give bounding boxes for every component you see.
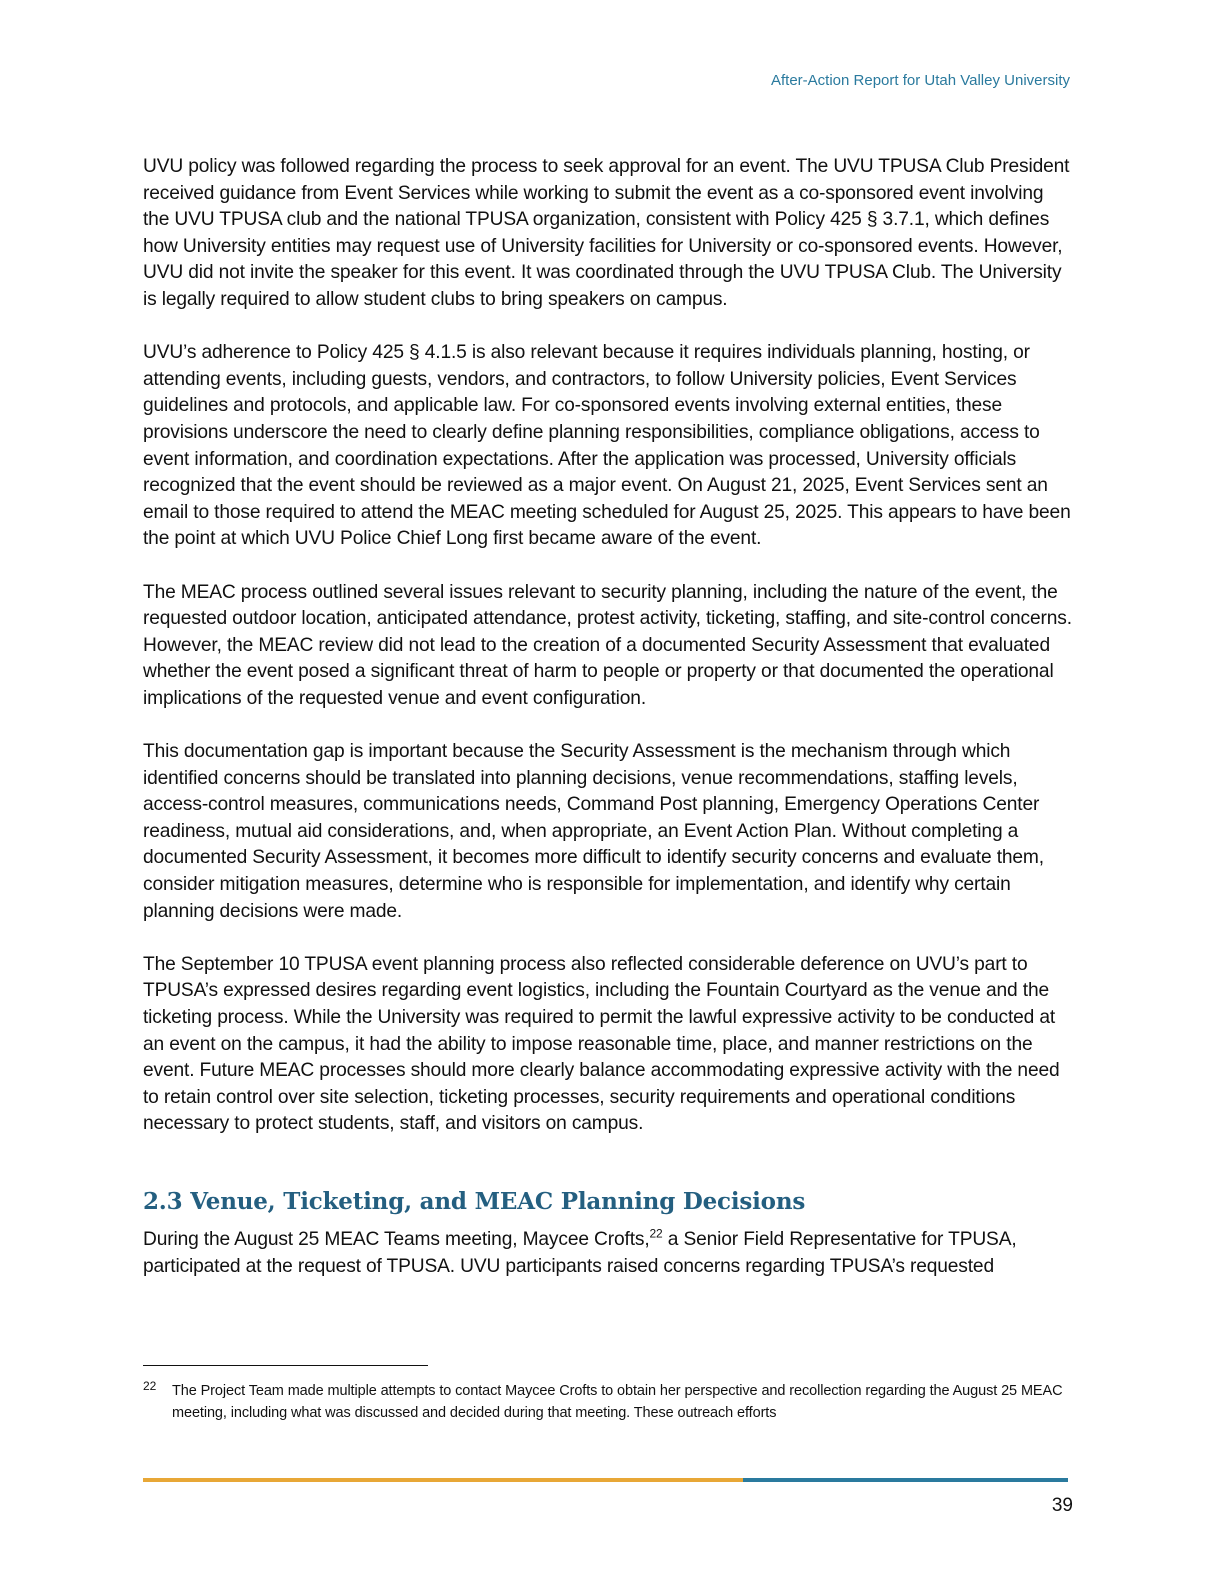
page-number: 39 <box>1051 1495 1073 1516</box>
body-paragraph-3: The MEAC process outlined several issues relevant to security planning, including the nature of the event, the requested outdoor location, anticipated attendance, protest activity, ticketing, staffing, and site-control concerns. However, the MEAC review did not lead to the creation of a documented Security Assessment that evaluated whether the event posed a significant threat of harm to people or property or that documented the operational implications of the requested venue and event configuration. <box>143 581 1072 709</box>
section-heading: 2.3 Venue, Ticketing, and MEAC Planning Decisions <box>143 1187 806 1215</box>
footer-rule-blue-segment <box>743 1478 1068 1482</box>
body-paragraph-2: UVU’s adherence to Policy 425 § 4.1.5 is also relevant because it requires individuals planning, hosting, or attending events, including guests, vendors, and contractors, to follow University policies, Event Services guidelines and protocols, and applicable law. For co-sponsored events involving external entities, these provisions underscore the need to clearly define planning responsibilities, compliance obligations, access to event information, and coordination expectations. After the application was processed, University officials recognized that the event should be reviewed as a major event. On August 21, 2025, Event Services sent an email to those required to attend the MEAC meeting scheduled for August 25, 2025. This appears to have been the point at which UVU Police Chief Long first became aware of the event. <box>143 342 1071 550</box>
body-paragraph-4: This documentation gap is important because the Security Assessment is the mechanism through which identified concerns should be translated into planning decisions, venue recommendations, staffing levels, access-control measures, communications needs, Command Post planning, Emergency Operations Center readiness, mutual aid considerations, and, when appropriate, an Event Action Plan. Without completing a documented Security Assessment, it becomes more difficult to identify security concerns and evaluate them, consider mitigation measures, determine who is responsible for implementation, and identify why certain planning decisions were made. <box>143 741 1044 922</box>
footnote-reference[interactable]: 22 <box>649 1226 663 1241</box>
section-intro-paragraph <box>143 1227 1073 1280</box>
footer-rule-gold-segment <box>143 1478 743 1482</box>
footnote-text: The Project Team made multiple attempts to contact Maycee Crofts to obtain her perspective and recollection regarding the August 25 MEAC meeting, including what was discussed and decided during that meeting. These outreach efforts <box>172 1383 1063 1421</box>
running-header: After-Action Report for Utah Valley University <box>771 72 1070 89</box>
document-body <box>143 154 1073 1280</box>
footnote <box>143 1381 1073 1424</box>
body-paragraph-5: The September 10 TPUSA event planning process also reflected considerable deference on UVU’s part to TPUSA’s expressed desires regarding event logistics, including the Fountain Courtyard as the venue and the ticketing process. While the University was required to permit the lawful expressive activity to be conducted at an event on the campus, it had the ability to impose reasonable time, place, and manner restrictions on the event. Future MEAC processes should more clearly balance accommodating expressive activity with the need to retain control over site selection, ticketing processes, security requirements and operational conditions necessary to protect students, staff, and visitors on campus. <box>143 953 1060 1135</box>
section-intro-text-start: During the August 25 MEAC Teams meeting, Maycee Crofts, <box>143 1228 650 1250</box>
footer-rule <box>143 1478 1068 1482</box>
section-intro-text-end: a Senior Field Representative for TPUSA, participated at the request of TPUSA. UVU participants raised concerns regarding TPUSA’s requested <box>143 1228 1017 1277</box>
body-paragraph-1: UVU policy was followed regarding the process to seek approval for an event. The UVU TPUSA Club President received guidance from Event Services while working to submit the event as a co-sponsored event involving the UVU TPUSA club and the national TPUSA organization, consistent with Policy 425 § 3.7.1, which defines how University entities may request use of University facilities for University or co-sponsored events. However, UVU did not invite the speaker for this event. It was coordinated through the UVU TPUSA Club. The University is legally required to allow student clubs to bring speakers on campus. <box>143 156 1070 310</box>
footnote-separator <box>143 1365 428 1366</box>
footnote-number: 22 <box>143 1379 157 1393</box>
